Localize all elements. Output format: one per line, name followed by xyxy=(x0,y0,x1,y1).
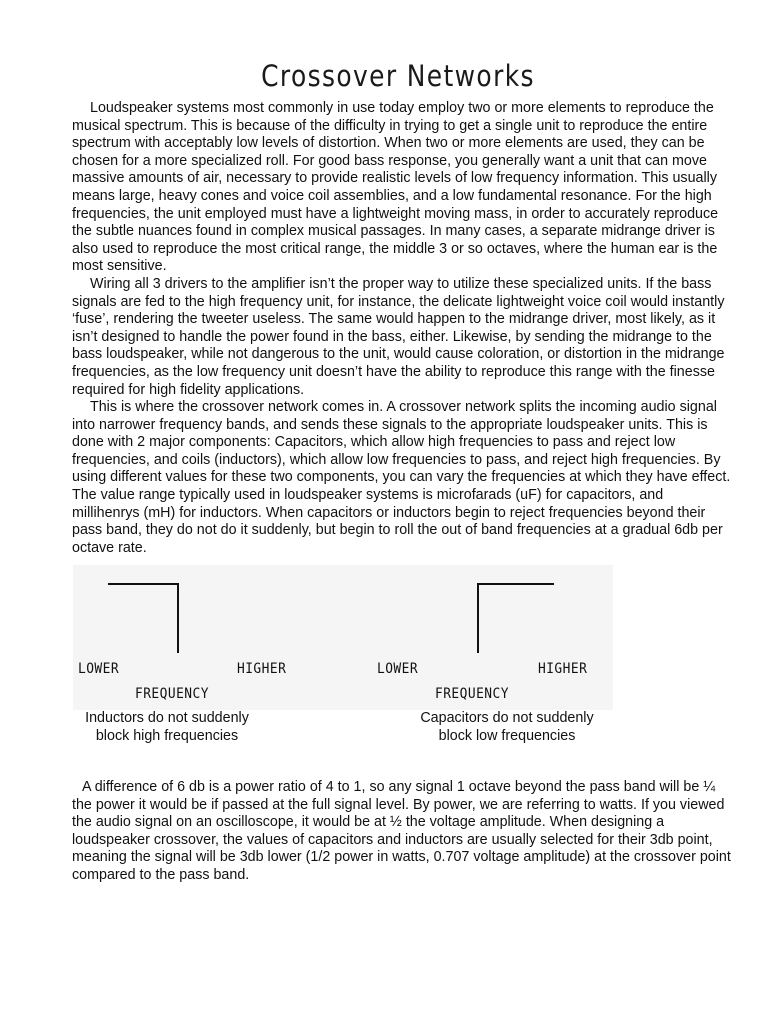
right-frequency-label: FREQUENCY xyxy=(435,686,509,702)
left-lower-label: LOWER xyxy=(78,661,120,677)
highpass-brickwall-line xyxy=(478,584,554,653)
left-higher-label: HIGHER xyxy=(237,661,287,677)
capacitor-caption xyxy=(397,709,617,745)
paragraph-wiring: Wiring all 3 drivers to the amplifier isn’t the proper way to utilize these specialized units. If the bass signals are fed to the high frequency unit, for instance, the delicate lightweight voice coil would instantly ‘fuse’, rendering the tweeter useless. The same would happen to the midrange driver, most likely, as it isn’t designed to handle the power found in the bass, either. Likewise, by sending the midrange to the bass loudspeaker, while not dangerous to the unit, would cause coloration, or distortion in the midrange frequencies, as the low frequency unit doesn’t have the ability to reproduce this range with the finesse required for high fidelity applications. xyxy=(72,275,725,398)
paragraph-power-ratio: A difference of 6 db is a power ratio of 4 to 1, so any signal 1 octave beyond the pass band will be ¼ the power it would be if passed at the full signal level. By power, we are referring to watts. If you viewed the audio signal on an oscilloscope, it would be at ½ the voltage amplitude. When designing a loudspeaker crossover, the values of capacitors and inductors are usually selected for their 3db point, meaning the signal will be 3db lower (1/2 power in watts, 0.707 voltage amplitude) at the crossover point compared to the pass band. xyxy=(72,779,731,883)
paragraph-crossover: This is where the crossover network comes in. A crossover network splits the incoming audio signal into narrower frequency bands, and sends these signals to the appropriate loudspeaker units. This is done with 2 major components: Capacitors, which allow high frequencies to pass and reject low frequencies, and coils (inductors), which allow low frequencies to pass, and reject high frequencies. By using different values for these two components, you can vary the frequencies at which they have effect. The value range typically used in loudspeaker systems is microfarads (uF) for capacitors, and millihenrys (mH) for inductors. When capacitors or inductors begin to reject frequencies beyond their pass band, they do not do it suddenly, but begin to roll the out of band frequencies at a gradual 6db per octave rate. xyxy=(72,399,731,556)
page-title: Crossover Networks xyxy=(261,59,535,94)
frequency-figure xyxy=(73,565,613,710)
paragraph-drivers: Loudspeaker systems most commonly in use today employ two or more elements to reproduce the musical spectrum. This is because of the difficulty in trying to get a single unit to reproduce the entire spectrum with acceptably low levels of distortion. When two or more elements are used, they can be chosen for a more specialized roll. For good bass response, you generally want a unit that can move massive amounts of air, necessary to provide realistic levels of low frequency information. This usually means large, heavy cones and voice coil assemblies, and a low fundamental resonance. For the high frequencies, the unit employed must have a lightweight moving mass, in order to accurately reproduce the subtle nuances found in complex musical passages. In many cases, a separate midrange driver is also used to reproduce the most critical range, the middle 3 or so octaves, where the human ear is the most sensitive. xyxy=(72,100,719,275)
intro-text xyxy=(72,100,732,557)
lowpass-brickwall-line xyxy=(108,584,178,653)
closing-text xyxy=(72,779,732,885)
right-higher-label: HIGHER xyxy=(538,661,588,677)
inductor-caption-line2: block high frequencies xyxy=(95,728,239,744)
left-frequency-label: FREQUENCY xyxy=(135,686,209,702)
inductor-caption xyxy=(57,709,277,745)
capacitor-caption-line1: Capacitors do not suddenly xyxy=(420,710,594,726)
inductor-caption-line1: Inductors do not suddenly xyxy=(85,710,249,726)
right-lower-label: LOWER xyxy=(377,661,419,677)
capacitor-caption-line2: block low frequencies xyxy=(438,728,576,744)
